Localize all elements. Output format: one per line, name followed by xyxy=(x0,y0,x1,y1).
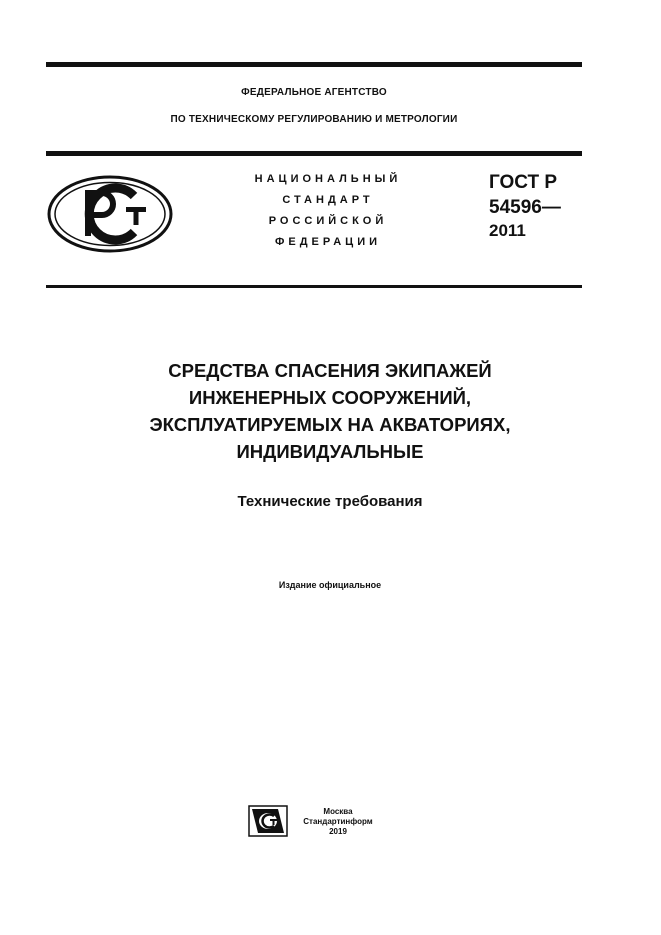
middle-rule xyxy=(46,151,582,156)
standard-type-line: СТАНДАРТ xyxy=(282,194,374,206)
standartinform-logo-icon xyxy=(248,805,288,837)
title-line: ЭКСПЛУАТИРУЕМЫХ НА АКВАТОРИЯХ, xyxy=(149,414,511,435)
publisher-year: 2019 xyxy=(329,827,347,836)
standard-type-line: ФЕДЕРАЦИИ xyxy=(274,236,382,248)
document-title xyxy=(46,357,614,465)
title-line: ИНЖЕНЕРНЫХ СООРУЖЕНИЙ, xyxy=(188,387,472,408)
agency-line-1: ФЕДЕРАЛЬНОЕ АГЕНТСТВО xyxy=(241,87,387,98)
bottom-rule xyxy=(46,285,582,288)
publisher-name: Стандартинформ xyxy=(303,817,373,826)
designation-line-1: ГОСТ Р xyxy=(489,172,558,193)
publisher-city: Москва xyxy=(323,807,353,816)
standard-type xyxy=(228,172,428,256)
designation-line-3: 2011 xyxy=(489,221,526,240)
rst-gost-emblem-icon xyxy=(46,174,174,254)
standard-type-line: РОССИЙСКОЙ xyxy=(268,215,388,227)
agency-line-2: ПО ТЕХНИЧЕСКОМУ РЕГУЛИРОВАНИЮ И МЕТРОЛОГИИ xyxy=(170,114,458,125)
document-subtitle: Технические требования xyxy=(237,493,423,510)
edition-note: Издание официальное xyxy=(278,580,382,590)
standard-type-line: НАЦИОНАЛЬНЫЙ xyxy=(254,173,402,185)
title-line: СРЕДСТВА СПАСЕНИЯ ЭКИПАЖЕЙ xyxy=(168,360,492,381)
top-rule xyxy=(46,62,582,67)
title-line: ИНДИВИДУАЛЬНЫЕ xyxy=(236,441,424,462)
designation-line-2: 54596— xyxy=(489,197,561,218)
publisher-info xyxy=(294,807,382,837)
standard-designation xyxy=(489,170,561,242)
